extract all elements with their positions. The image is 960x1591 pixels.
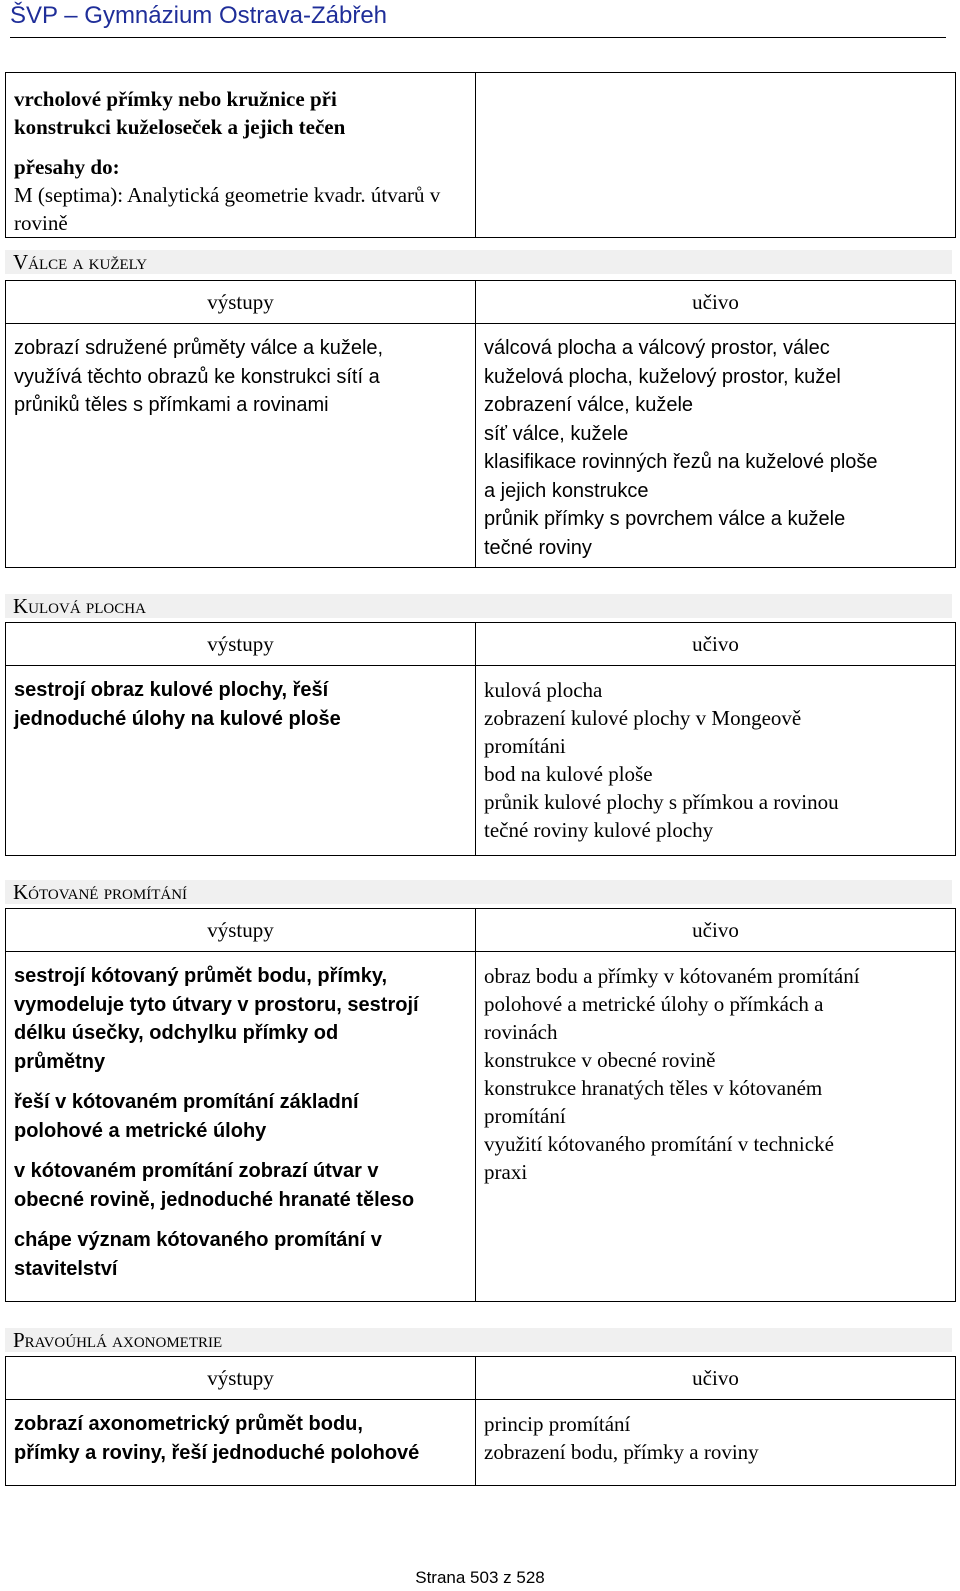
output-line: stavitelství <box>14 1257 118 1280</box>
page-number: Strana 503 z 528 <box>415 1568 545 1587</box>
output-line: polohové a metrické úlohy <box>14 1119 267 1142</box>
content-cell <box>476 1400 956 1486</box>
section-title-pravouhla-axonometrie: Pravoúhlá axonometrie <box>5 1328 952 1352</box>
column-header-outputs: výstupy <box>6 623 476 666</box>
content-line: tečné roviny <box>484 536 592 559</box>
output-line: chápe význam kótovaného promítání v <box>14 1229 382 1251</box>
outputs-cell <box>6 324 476 568</box>
output-line: průmětny <box>14 1050 106 1073</box>
content-line: průnik přímky s povrchem válce a kužele <box>484 508 846 530</box>
content-line: konstrukce hranatých těles v kótovaném <box>484 1076 823 1100</box>
content-line: kulová plocha <box>484 678 603 702</box>
output-line: sestrojí kótovaný průmět bodu, přímky, <box>14 965 388 987</box>
column-header-outputs: výstupy <box>6 909 476 952</box>
output-line: obecné rovině, jednoduché hranaté těleso <box>14 1188 415 1211</box>
outputs-cell <box>6 666 476 856</box>
section-table-kotovane-promitani <box>5 908 956 1302</box>
content-line: válcová plocha a válcový prostor, válec <box>484 337 830 359</box>
content-line: síť válce, kužele <box>484 422 629 445</box>
section-table-valce-a-kuzely <box>5 280 956 568</box>
content-cell <box>476 952 956 1302</box>
section-title-kotovane-promitani: Kótované promítání <box>5 880 952 904</box>
document-header-title: ŠVP – Gymnázium Ostrava-Zábřeh <box>10 2 388 29</box>
content-line: průnik kulové plochy s přímkou a rovinou <box>484 790 839 814</box>
output-line: přímky a roviny, řeší jednoduché polohové <box>14 1441 420 1464</box>
section-table-pravouhla-axonometrie <box>5 1356 956 1486</box>
column-header-outputs: výstupy <box>6 281 476 324</box>
output-line: průniků těles s přímkami a rovinami <box>14 394 329 416</box>
overlap-label: přesahy do: <box>14 155 120 179</box>
top-box <box>5 72 956 238</box>
section-table-kulova-plocha <box>5 622 956 856</box>
section-title-valce-a-kuzely: Válce a kužely <box>5 250 952 274</box>
top-box-right-cell <box>476 73 956 238</box>
output-line: zobrazí sdružené průměty válce a kužele, <box>14 337 384 359</box>
content-cell <box>476 324 956 568</box>
output-line: v kótovaném promítání zobrazí útvar v <box>14 1160 379 1182</box>
content-line: a jejich konstrukce <box>484 479 649 502</box>
content-line: využití kótovaného promítání v technické <box>484 1132 834 1156</box>
content-line: polohové a metrické úlohy o přímkách a <box>484 992 824 1016</box>
content-line: zobrazení bodu, přímky a roviny <box>484 1440 759 1464</box>
content-line: kuželová plocha, kuželový prostor, kužel <box>484 365 841 388</box>
column-header-content: učivo <box>476 1357 956 1400</box>
content-line: zobrazení válce, kužele <box>484 394 694 416</box>
output-line: řeší v kótovaném promítání základní <box>14 1091 359 1113</box>
output-line: vymodeluje tyto útvary v prostoru, sestrojí <box>14 993 419 1016</box>
top-box-line: konstrukci kuželoseček a jejich tečen <box>14 115 346 139</box>
content-line: bod na kulové ploše <box>484 762 653 786</box>
output-line: délku úsečky, odchylku přímky od <box>14 1022 339 1044</box>
top-box-line: vrcholové přímky nebo kružnice při <box>14 87 337 111</box>
content-line: promítání <box>484 1104 566 1128</box>
column-header-content: učivo <box>476 281 956 324</box>
top-box-left-cell <box>6 73 476 238</box>
content-line: princip promítání <box>484 1412 631 1436</box>
content-line: konstrukce v obecné rovině <box>484 1048 716 1072</box>
section-title-kulova-plocha: Kulová plocha <box>5 594 952 618</box>
content-line: praxi <box>484 1160 528 1184</box>
column-header-outputs: výstupy <box>6 1357 476 1400</box>
column-header-content: učivo <box>476 623 956 666</box>
output-line: zobrazí axonometrický průmět bodu, <box>14 1413 363 1435</box>
content-line: zobrazení kulové plochy v Mongeově <box>484 706 802 730</box>
content-line: obraz bodu a přímky v kótovaném promítání <box>484 964 860 988</box>
output-line: jednoduché úlohy na kulové ploše <box>14 707 341 730</box>
output-line: sestrojí obraz kulové plochy, řeší <box>14 679 329 701</box>
column-header-content: učivo <box>476 909 956 952</box>
content-line: rovinách <box>484 1020 558 1044</box>
content-line: promítáni <box>484 734 566 758</box>
content-line: tečné roviny kulové plochy <box>484 818 714 842</box>
outputs-cell <box>6 1400 476 1486</box>
overlap-text: M (septima): Analytická geometrie kvadr. útvarů v rovině <box>14 183 441 235</box>
content-cell <box>476 666 956 856</box>
output-line: využívá těchto obrazů ke konstrukci sítí a <box>14 365 380 388</box>
header-rule <box>10 37 946 38</box>
content-line: klasifikace rovinných řezů na kuželové ploše <box>484 451 878 473</box>
outputs-cell <box>6 952 476 1302</box>
